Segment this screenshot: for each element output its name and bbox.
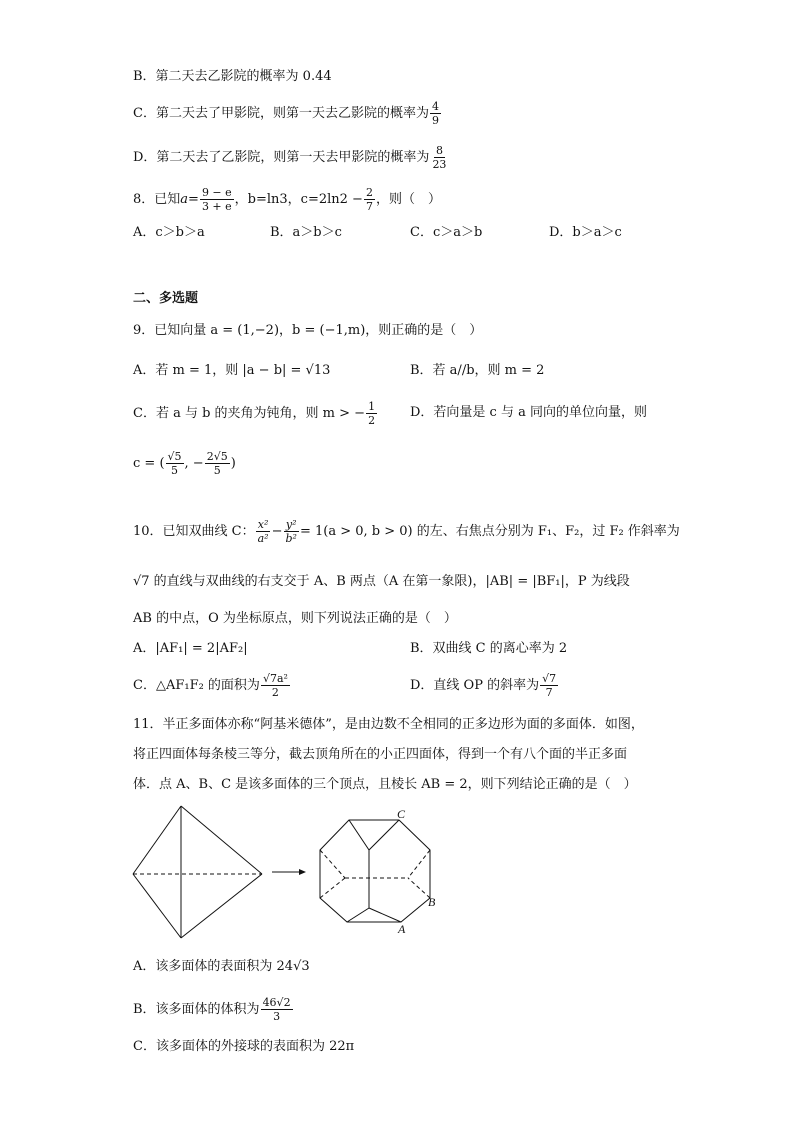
q10-option-c: C．△AF₁F₂ 的面积为 $\frac{\text{√7a²}}{2}$ (133, 672, 288, 699)
q8-a-fraction: $\frac{9 - e}{3 + e}$ (201, 186, 232, 213)
q11-stem-line2: 将正四面体每条棱三等分，截去顶角所在的小正四面体，得到一个有八个面的半正多面 (133, 747, 628, 762)
truncated-tetrahedron-drawing (320, 820, 430, 922)
q8-c-fraction: $\frac{2}{7}$ (365, 186, 373, 213)
q10-stem-line3: AB 的中点，O 为坐标原点，则下列说法正确的是（ ） (133, 611, 457, 626)
section-title: 二、多选题 (133, 291, 199, 306)
q9-option-c-fraction: $\frac{1}{2}$ (368, 400, 376, 427)
q11-option-a: A．该多面体的表面积为 24√3 (133, 959, 310, 974)
q9-option-d-continuation: c = ( $\frac{√5}{5}$ , − $\frac{2√5}{5}$ ) (133, 450, 236, 477)
q8-stem: 8．已知a= $\frac{9 - e}{3 + e}$ ，b=ln3，c=2ln2 − $\frac{2}{7}$ ，则（ ） (133, 186, 441, 213)
arrow-icon (272, 869, 306, 875)
q11-option-c: C．该多面体的外接球的表面积为 22π (133, 1039, 355, 1054)
q10-option-a: A．|AF₁| = 2|AF₂| (133, 641, 248, 656)
q7-option-d-text: D．第二天去了乙影院，则第一天去甲影院的概率为 (133, 150, 430, 165)
q7-option-d-fraction: $\frac{8}{23}$ (432, 144, 447, 171)
q9-option-a: A．若 m = 1，则 |a − b| = √13 (133, 363, 331, 378)
q9-stem: 9．已知向量 a = (1,−2)，b = (−1,m)，则正确的是（ ） (133, 323, 483, 338)
q7-option-d (133, 144, 449, 171)
q8-option-c: C．c＞a＞b (410, 225, 483, 240)
q10-option-b: B．双曲线 C 的离心率为 2 (410, 641, 568, 656)
q9-option-b: B．若 a//b，则 m = 2 (410, 363, 545, 378)
q7-option-c-text: C．第二天去了甲影院，则第一天去乙影院的概率为 (133, 106, 429, 121)
q9-option-d: D．若向量是 c 与 a 同向的单位向量，则 (410, 405, 647, 420)
q11-figure (0, 800, 794, 940)
vertex-label-b: B (428, 895, 436, 909)
q10-stem-line2: √7 的直线与双曲线的右支交于 A、B 两点（A 在第一象限)，|AB| = |BF₁|，P 为线段 (133, 574, 630, 589)
q11-option-b: B．该多面体的体积为 $\frac{46√2}{3}$ (133, 996, 291, 1023)
q7-option-c (133, 100, 442, 127)
q8-option-a: A．c＞b＞a (133, 225, 205, 240)
q8-option-b: B．a＞b＞c (270, 225, 342, 240)
q10-option-d: D．直线 OP 的斜率为 $\frac{√7}{7}$ (410, 672, 557, 699)
tetrahedron-drawing (133, 806, 262, 938)
q11-stem-line3: 体．点 A、B、C 是该多面体的三个顶点，且棱长 AB = 2，则下列结论正确的是（ ） (133, 777, 637, 792)
q7-option-c-fraction: $\frac{4}{9}$ (431, 100, 439, 127)
q11-stem-line1: 11．半正多面体亦称“阿基米德体”，是由边数不全相同的正多边形为面的多面体．如图， (133, 717, 644, 732)
q8-option-d: D．b＞a＞c (549, 225, 622, 240)
vertex-label-a: A (398, 922, 406, 936)
q7-option-b: B．第二天去乙影院的概率为 0.44 (133, 69, 332, 84)
q9-option-c: C．若 a 与 b 的夹角为钝角，则 m > − $\frac{1}{2}$ (133, 400, 376, 427)
vertex-label-c: C (397, 807, 406, 821)
q10-stem-line1: 10．已知双曲线 C： $\frac{\text{x²}}{\text{a²}}$ − $\frac{\text{y²}}{\text{b²}}$ = 1(a > 0, b > 0) 的左、右焦点分别为 F₁、F₂，过 F₂ 作斜率为 (133, 518, 680, 545)
